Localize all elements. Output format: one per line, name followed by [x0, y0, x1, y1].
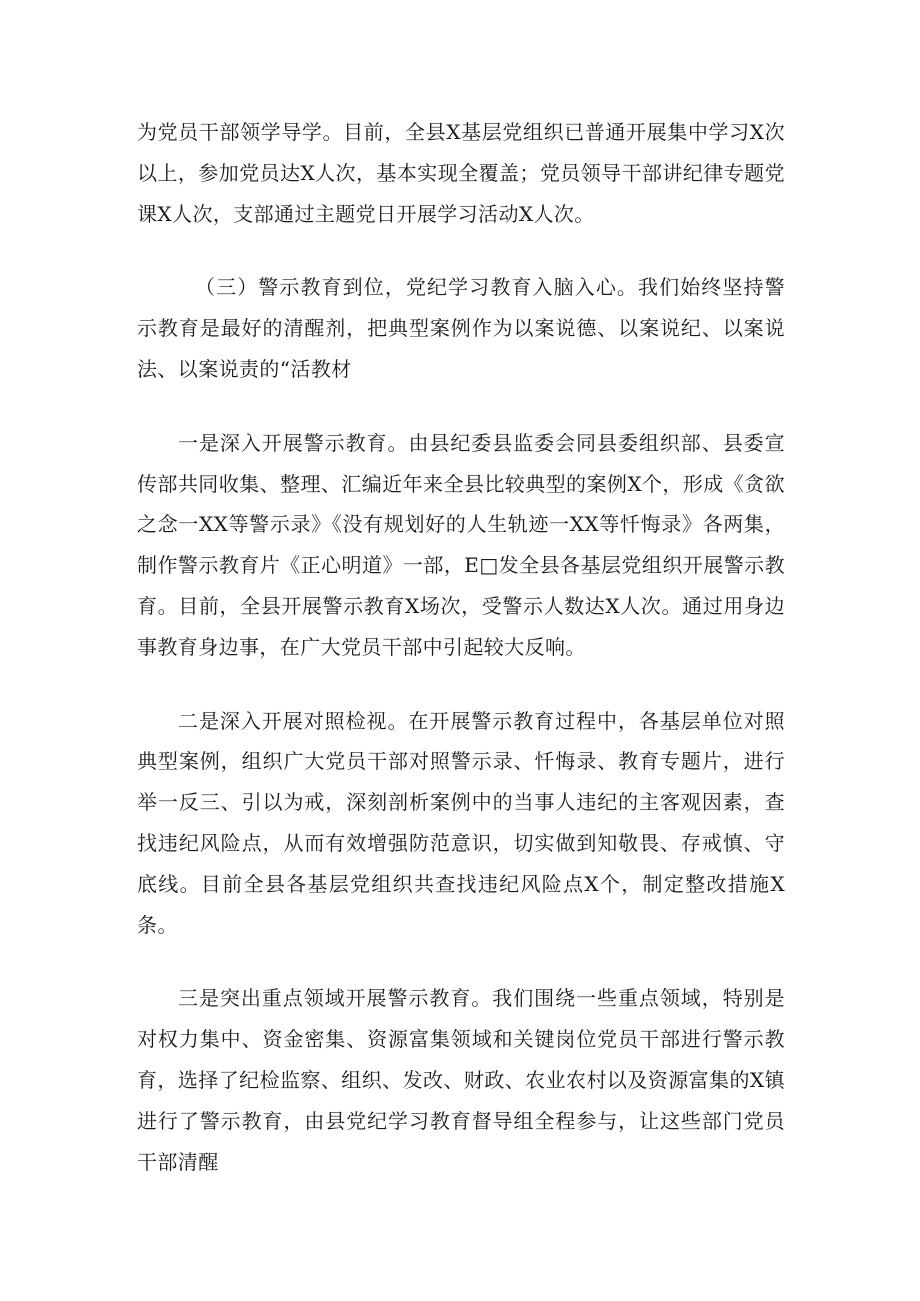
- paragraph-point-three: 三是突出重点领域开展警示教育。我们围绕一些重点领域，特别是对权力集中、资金密集、资源富集领域和关键岗位党员干部进行警示教育，选择了纪检监察、组织、发改、财政、农业农村以及资源富集的X镇进行了警示教育，由县党纪学习教育督导组全程参与，让这些部门党员干部清醒: [137, 986, 785, 1174]
- paragraph-point-two: 二是深入开展对照检视。在开展警示教育过程中，各基层单位对照典型案例，组织广大党员干部对照警示录、忏悔录、教育专题片，进行举一反三、引以为戒，深刻剖析案例中的当事人违纪的主客观因素，查找违纪风险点，从而有效增强防范意识，切实做到知敬畏、存戒慎、守底线。目前全县各基层党组织共查找违纪风险点X个，制定整改措施X条。: [137, 708, 785, 937]
- paragraph-section-three-heading: （三）警示教育到位，党纪学习教育入脑入心。我们始终坚持警示教育是最好的清醒剂，把典型案例作为以案说德、以案说纪、以案说法、以案说责的“活教材: [137, 275, 785, 381]
- paragraph-continuation: 为党员干部领学导学。目前，全县X基层党组织已普通开展集中学习X次以上，参加党员达X人次，基本实现全覆盖；党员领导干部讲纪律专题党课X人次，支部通过主题党日开展学习活动X人次。: [137, 120, 785, 226]
- paragraph-point-one: 一是深入开展警示教育。由县纪委县监委会同县委组织部、县委宣传部共同收集、整理、汇编近年来全县比较典型的案例X个，形成《贪欲之念一XX等警示录》《没有规划好的人生轨迹一XX等忏悔录》各两集，制作警示教育片《正心明道》一部，E□发全县各基层党组织开展警示教育。目前，全县开展警示教育X场次，受警示人数达X人次。通过用身边事教育身边事，在广大党员干部中引起较大反响。: [137, 430, 785, 659]
- document-body: [137, 112, 785, 1215]
